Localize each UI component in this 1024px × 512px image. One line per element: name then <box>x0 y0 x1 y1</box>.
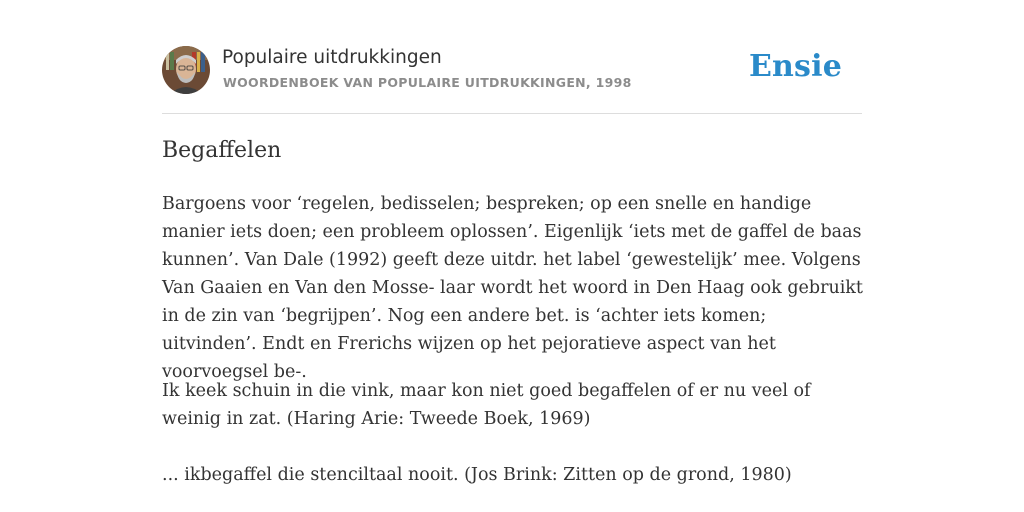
author-portrait-icon[interactable] <box>162 46 210 94</box>
entry-card <box>162 46 863 485</box>
source-header <box>162 46 862 96</box>
brand-logo[interactable]: Ensie <box>748 49 842 84</box>
entry-example-2: ... ikbegaffel die stenciltaal nooit. (Jos Brink: Zitten op de grond, 1980) <box>162 465 792 485</box>
entry-example-1: Ik keek schuin in die vink, maar kon niet goed begaffelen of er nu veel of weinig in zat. (Haring Arie: Tweede Boek, 1969) <box>162 381 811 429</box>
entry-definition: Bargoens voor ‘regelen, bedisselen; bespreken; op een snelle en handige manier iets doen; een probleem oplossen’. Eigenlijk ‘iets met de gaffel de baas kunnen’. Van Dale (1992) geeft deze uitdr. het label ‘gewestelijk’ mee. Volgens Van Gaaien en Van den Mosse- laar wordt het woord in Den Haag ook gebruikt in de zin van ‘begrijpen’. Nog een andere bet. is ‘achter iets komen; uitvinden’. Endt en Frerichs wijzen op het pejoratieve aspect van het voorvoegsel be-. <box>162 194 863 382</box>
source-subtitle: WOORDENBOEK VAN POPULAIRE UITDRUKKINGEN, 1998 <box>223 75 632 90</box>
source-title[interactable]: Populaire uitdrukkingen <box>222 47 442 68</box>
header-divider <box>162 113 862 114</box>
entry-headword: Begaffelen <box>162 138 282 163</box>
